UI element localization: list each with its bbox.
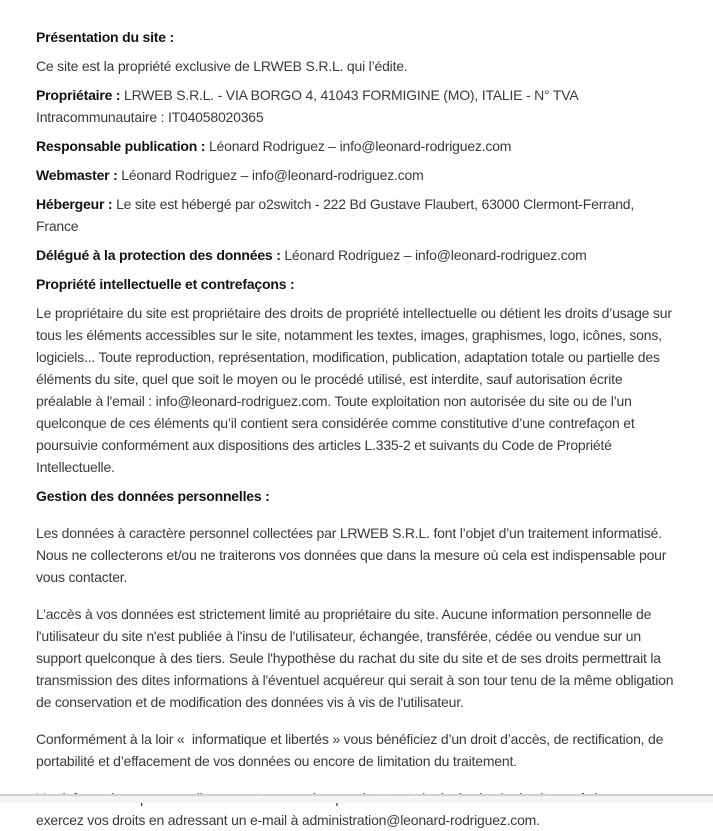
field-delegue-protection-donnees [36,244,677,266]
footer-divider [0,794,713,803]
field-proprietaire [36,84,677,128]
heading-gestion-donnees-personnelles: Gestion des données personnelles : [36,488,270,504]
paragraph-conservation-donnees: exercez vos droits en adressant un e-mail à administration@leonard-rodriguez.com. [36,812,540,828]
field-webmaster-label: Webmaster : [36,167,118,183]
field-responsable-publication-value: Léonard Rodriguez – info@leonard-rodriguez.com [205,138,512,154]
paragraph-acces-donnees: L’accès à vos données est strictement limité au propriétaire du site. Aucune information personnelle de l'utilisateur du site n'est publiée à l'insu de l'utilisateur, échangée, transférée, cédée ou vendue sur un support quelconque à des tiers. Seule l'hypothèse du rachat du site du site et de ses droits permettrait la transmission des dites informations à l'éventuel acquéreur qui serait à son tour tenu de la même obligation de conservation et de modification des données vis à vis de l'utilisateur. [36,606,674,710]
field-delegue-protection-donnees-label: Délégué à la protection des données : [36,247,281,263]
paragraph-site-ownership: Ce site est la propriété exclusive de LRWEB S.R.L. qui l’édite. [36,58,408,74]
heading-presentation-du-site: Présentation du site : [36,29,174,45]
field-proprietaire-value: LRWEB S.R.L. - VIA BORGO 4, 41043 FORMIGINE (MO), ITALIE - N° TVA Intracommunautaire : IT04058020365 [36,87,578,125]
paragraph-loi-informatique-libertes: Conformément à la loir « informatique et libertés » vous bénéficiez d’un droit d’accès, de rectification, de portabilité et d’effacement de vos données ou encore de limitation du traitement. [36,731,664,769]
field-proprietaire-label: Propriétaire : [36,87,121,103]
field-hebergeur-label: Hébergeur : [36,196,113,212]
heading-propriete-intellectuelle: Propriété intellectuelle et contrefaçons : [36,276,295,292]
field-hebergeur-value: Le site est hébergé par o2switch - 222 Bd Gustave Flaubert, 63000 Clermont-Ferrand, France [36,196,635,234]
field-hebergeur [36,193,677,237]
field-responsable-publication-label: Responsable publication : [36,138,206,154]
paragraph-donnees-collectees: Les données à caractère personnel collectées par LRWEB S.R.L. font l’objet d’un traitement informatisé. Nous ne collecterons et/ou ne traiterons vos données que dans la mesure où cela est indispensable pour vous contacter. [36,525,667,585]
field-webmaster-value: Léonard Rodriguez – info@leonard-rodriguez.com [117,167,424,183]
field-responsable-publication [36,135,677,157]
field-webmaster [36,164,677,186]
paragraph-propriete-intellectuelle: Le propriétaire du site est propriétaire des droits de propriété intellectuelle ou détient les droits d’usage sur tous les éléments accessibles sur le site, notamment les textes, images, graphismes, logo, icônes, sons, logiciels... Toute reproduction, représentation, modification, publication, adaptation totale ou partielle des éléments du site, quel que soit le moyen ou le procédé utilisé, est interdite, sauf autorisation écrite préalable à l'email : info@leonard-rodriguez.com. Toute exploitation non autorisée du site ou de l’un quelconque de ces éléments qu’il contient sera considérée comme constitutive d’une contrefaçon et poursuivie conformément aux dispositions des articles L.335-2 et suivants du Code de Propriété Intellectuelle. [36,305,672,475]
field-delegue-protection-donnees-value: Léonard Rodriguez – info@leonard-rodriguez.com [280,247,587,263]
